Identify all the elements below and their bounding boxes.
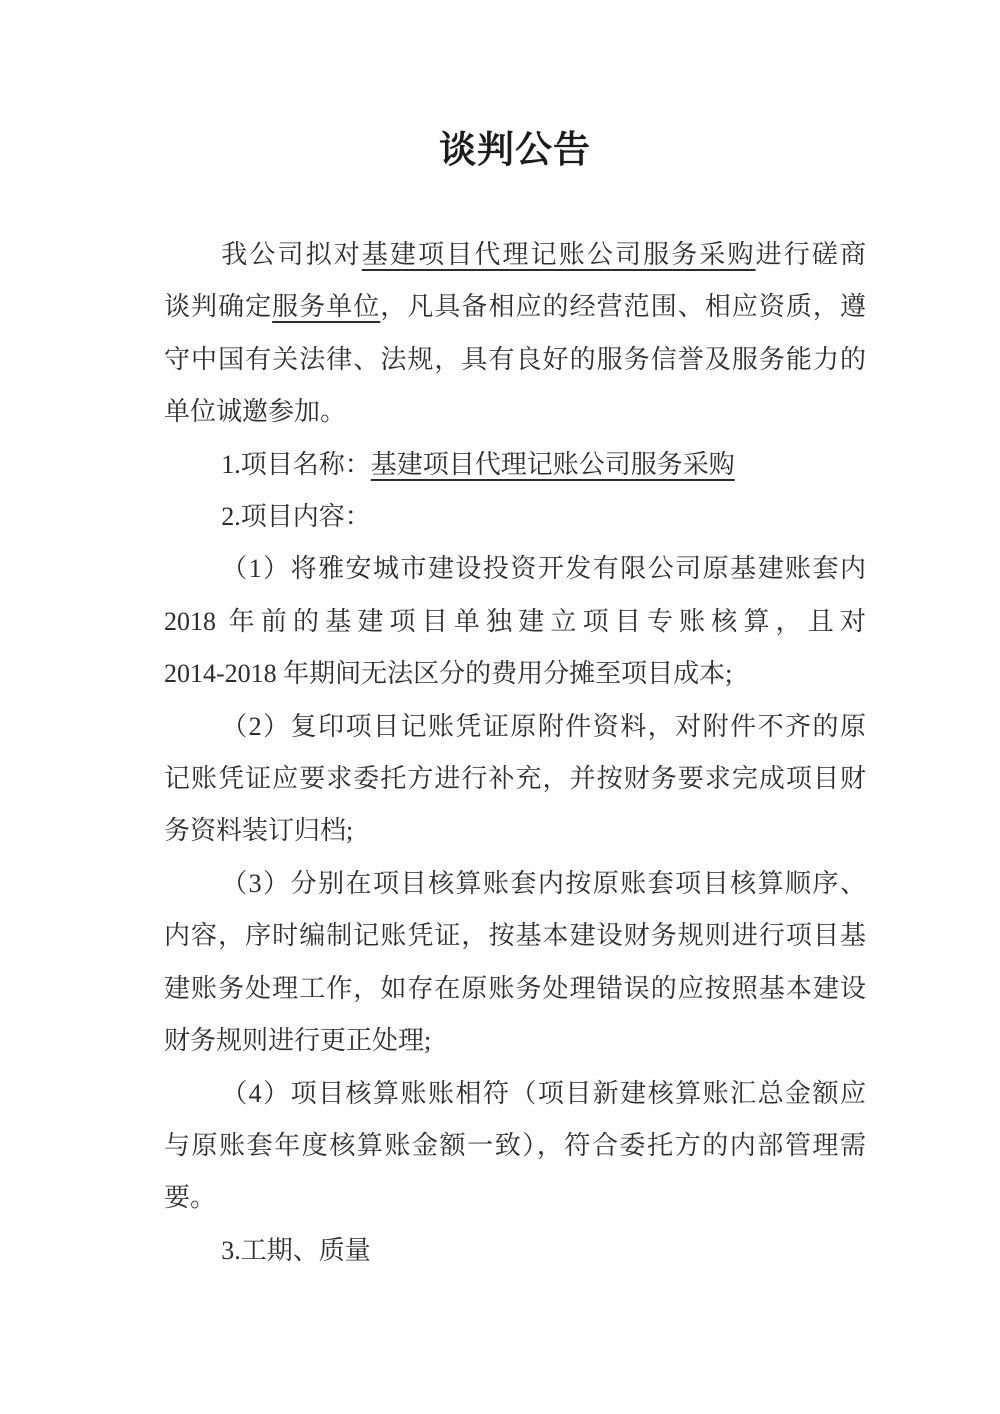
underlined-text: 服务单位 bbox=[272, 292, 381, 322]
text-segment: 3.工期、质量 bbox=[221, 1235, 371, 1265]
text-segment: 要。 bbox=[164, 1183, 217, 1213]
text-line bbox=[164, 439, 866, 491]
paragraph-content-sub-4 bbox=[164, 1068, 866, 1225]
text-line bbox=[164, 805, 866, 857]
text-line bbox=[164, 1015, 866, 1067]
text-segment: 财务规则进行更正处理; bbox=[164, 1026, 432, 1056]
text-segment: 单位诚邀参加。 bbox=[164, 397, 347, 427]
underlined-text: 基建项目代理记账公司服务采购 bbox=[361, 240, 756, 269]
text-line bbox=[164, 1172, 866, 1224]
paragraph-item-1-project-name bbox=[164, 439, 866, 491]
underlined-text: 基建项目代理记账公司服务采购 bbox=[370, 449, 735, 479]
text-line bbox=[164, 1225, 866, 1277]
text-line bbox=[164, 910, 866, 962]
text-segment: 内容，序时编制记账凭证，按基本建设财务规则进行项目基 bbox=[164, 921, 866, 951]
text-segment: 谈判确定 bbox=[164, 292, 273, 322]
text-segment: 务资料装订归档; bbox=[164, 816, 354, 846]
text-segment: 建账务处理工作，如存在原账务处理错误的应按照基本建设 bbox=[164, 973, 866, 1003]
text-segment: 1.项目名称： bbox=[221, 449, 371, 479]
text-segment: 守中国有关法律、法规，具有良好的服务信誉及服务能力的 bbox=[164, 344, 866, 374]
text-line bbox=[164, 491, 866, 543]
text-line bbox=[164, 596, 866, 648]
text-segment: （4）项目核算账账相符（项目新建核算账汇总金额应 bbox=[221, 1078, 866, 1108]
document-title: 谈判公告 bbox=[439, 128, 591, 171]
text-line bbox=[164, 858, 866, 910]
text-line bbox=[164, 963, 866, 1015]
text-segment: ，凡具备相应的经营范围、相应资质，遵 bbox=[380, 292, 866, 322]
text-line bbox=[164, 1120, 866, 1172]
text-line bbox=[164, 753, 866, 805]
text-segment: 2018 年前的基建项目单独建立项目专账核算，且对 bbox=[164, 606, 866, 636]
text-line bbox=[164, 543, 866, 595]
paragraph-content-sub-3 bbox=[164, 858, 866, 1068]
paragraph-item-2-project-content bbox=[164, 491, 866, 543]
text-line bbox=[164, 648, 866, 700]
paragraph-intro bbox=[164, 229, 866, 439]
text-line bbox=[164, 281, 866, 333]
text-line bbox=[164, 229, 866, 281]
document-content bbox=[164, 126, 866, 1277]
text-segment: 我公司拟对 bbox=[221, 240, 362, 269]
text-segment: 进行磋商 bbox=[755, 240, 866, 269]
text-segment: （2）复印项目记账凭证原附件资料，对附件不齐的原 bbox=[221, 711, 866, 741]
text-line bbox=[164, 386, 866, 438]
text-line bbox=[164, 1068, 866, 1120]
text-segment: （1）将雅安城市建设投资开发有限公司原基建账套内 bbox=[221, 554, 866, 584]
paragraph-content-sub-1 bbox=[164, 543, 866, 700]
text-segment: （3）分别在项目核算账套内按原账套项目核算顺序、 bbox=[221, 868, 866, 898]
document-body bbox=[164, 229, 866, 1277]
text-segment: 记账凭证应要求委托方进行补充，并按财务要求完成项目财 bbox=[164, 764, 866, 794]
text-segment: 2.项目内容： bbox=[221, 502, 371, 532]
text-segment: 2014-2018 年期间无法区分的费用分摊至项目成本; bbox=[164, 659, 733, 689]
paragraph-content-sub-2 bbox=[164, 701, 866, 858]
paragraph-item-3-schedule-quality bbox=[164, 1225, 866, 1277]
text-line bbox=[164, 334, 866, 386]
text-segment: 与原账套年度核算账金额一致），符合委托方的内部管理需 bbox=[164, 1130, 866, 1160]
text-line bbox=[164, 701, 866, 753]
